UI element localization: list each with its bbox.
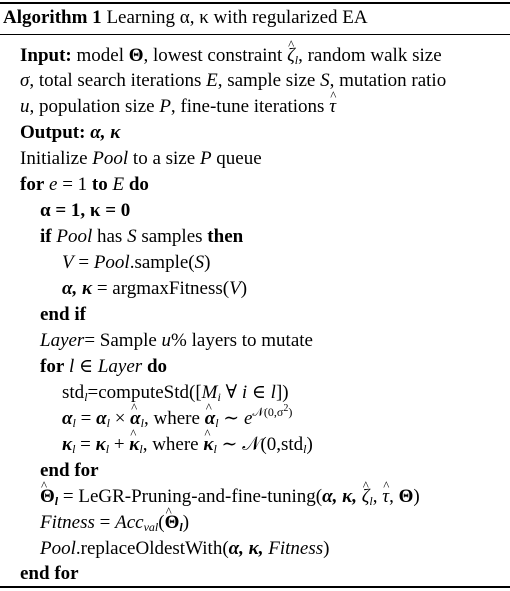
alpha: α [96,408,107,429]
theta-symbol: Θ [398,486,414,507]
text: = LeGR-Pruning-and-fine-tuning( [58,486,323,507]
text: .sample( [129,252,195,273]
exponent [252,405,292,419]
text: samples [141,226,203,247]
kw: do [146,356,168,377]
text: ) [413,486,420,507]
text: ) [182,512,190,533]
var: P [199,148,212,169]
alpha: α [62,408,73,429]
sub: l [84,390,88,404]
text: , fine-tune iterations [170,96,325,117]
text: ∼ [218,408,244,429]
sub: l [54,494,59,508]
text: + [109,434,130,455]
text: ) [240,278,248,299]
replace-line [40,537,329,561]
var: P [159,96,171,117]
zeta-hat: ζ ^ [362,485,370,509]
alpha-update-line [62,403,293,431]
var: u [20,96,30,117]
var: e [49,174,58,195]
theta-line [40,485,420,509]
for-layer-line [40,355,167,379]
text: , where [144,408,205,429]
var: Pool [92,148,129,169]
var: M [201,382,218,403]
text: = [75,434,96,455]
kw: end for [20,563,79,584]
text: = argmaxFitness( [92,278,230,299]
var: l ∈ Layer [69,356,143,377]
text: = 1 [62,174,88,195]
kw: to [91,174,108,195]
alpha-hat: α ^ [205,407,216,431]
kappa: κ [95,434,106,455]
text: =computeStd([ [87,382,202,403]
sub: l [179,520,183,534]
text: ) [204,252,211,273]
sub: l [106,416,110,430]
text: , where [142,434,204,455]
vars: α, κ [62,278,93,299]
text: , [389,486,399,507]
algorithm-title [3,5,368,31]
text: , lowest constraint [143,45,283,66]
kappa-hat: κ ^ [129,433,139,457]
reset-expr: α = 1, κ = 0 [40,200,131,221]
kappa-update-line [62,433,313,457]
algorithm-label: Algorithm 1 [3,7,102,28]
bottom-rule [0,586,510,588]
sub: l [294,53,299,67]
tau-hat: τ ^ [382,485,389,509]
var: E [112,174,125,195]
layer-line [40,329,313,353]
header-rule [0,34,510,35]
text: ) [288,405,293,419]
text: , [372,486,383,507]
text: % layers to mutate [171,330,313,351]
var: S [320,70,330,91]
sub: l [369,494,373,508]
std-line [62,381,289,405]
vars: α, κ [90,122,121,143]
if-line [40,225,243,249]
text: ∼ 𝒩(0,std [216,434,304,455]
sub: l [139,442,143,456]
var: Pool [93,252,130,273]
sub: l [105,442,110,456]
var: S [127,226,137,247]
alpha-hat: α ^ [130,407,141,431]
input-line-3 [20,95,336,119]
kw: for [20,174,45,195]
vars: α, κ, [228,538,269,559]
text: ) [306,434,313,455]
text: ) [323,538,330,559]
kw: then [207,226,244,247]
text: , random walk size [298,45,442,66]
sub: i [217,390,221,404]
sub: l [72,442,76,456]
text: = [75,408,97,429]
input-line-1 [20,44,442,68]
var: E [206,70,218,91]
endif-line [40,303,86,327]
output-line [20,121,120,145]
input-line-2 [20,69,446,93]
var: V [62,252,74,273]
text: has [97,226,123,247]
input-label: Input: [20,45,72,66]
kw: do [128,174,149,195]
sub: l [303,442,307,456]
text: , mutation ratio [329,70,447,91]
kw: end for [40,460,99,481]
for-line [20,173,149,197]
text: 𝒩(0,σ [252,405,284,419]
text: × [109,408,131,429]
vars: α, κ, [322,486,362,507]
var: V [229,278,241,299]
kw: if [40,226,52,247]
text: to a size [132,148,196,169]
text: = [73,252,94,273]
sub: l [213,442,217,456]
var: σ [20,70,30,91]
var: e [243,408,253,429]
text: queue [216,148,262,169]
text: std [62,382,85,403]
text: .replaceOldestWith( [75,538,229,559]
var: Fitness [268,538,324,559]
kappa-hat: κ ^ [203,433,213,457]
var: Acc [115,512,144,533]
var: S [194,252,205,273]
sample-line [62,251,210,275]
text: 2 [283,403,289,414]
var: Pool [40,538,76,559]
var: i ∈ l [241,382,276,403]
kw: end if [40,304,86,325]
kw: for [40,356,65,377]
init-line [20,147,262,171]
text: , total search iterations [29,70,202,91]
text: , population size [29,96,155,117]
theta-hat: Θ ^ [165,511,180,535]
reset-line [40,199,130,223]
theta-hat: Θ ^ [40,485,55,509]
endfor-outer-line [20,562,79,586]
sub: l [215,416,219,430]
tau-hat: τ ^ [329,95,336,119]
top-rule [0,2,510,4]
text: = Sample [84,330,157,351]
output-label: Output: [20,122,86,143]
var: Layer [40,330,85,351]
fitness-line [40,511,189,535]
algorithm-caption: Learning α, κ with regularized EA [106,7,368,28]
text: model [76,45,124,66]
var: Fitness [40,512,95,533]
endfor-inner-line [40,459,99,483]
text: ( [158,512,165,533]
kappa: κ [62,434,73,455]
zeta-hat: ζ ^ [287,44,295,68]
text: ]) [275,382,289,403]
sub: l [140,416,145,430]
sub: l [72,416,76,430]
var: u [161,330,172,351]
argmax-line [62,277,247,301]
sub: val [143,520,159,534]
text: = [94,512,116,533]
text: ∀ [220,382,242,403]
theta-symbol: Θ [128,45,144,66]
var: Pool [56,226,93,247]
text: , sample size [217,70,316,91]
text: Initialize [20,148,88,169]
